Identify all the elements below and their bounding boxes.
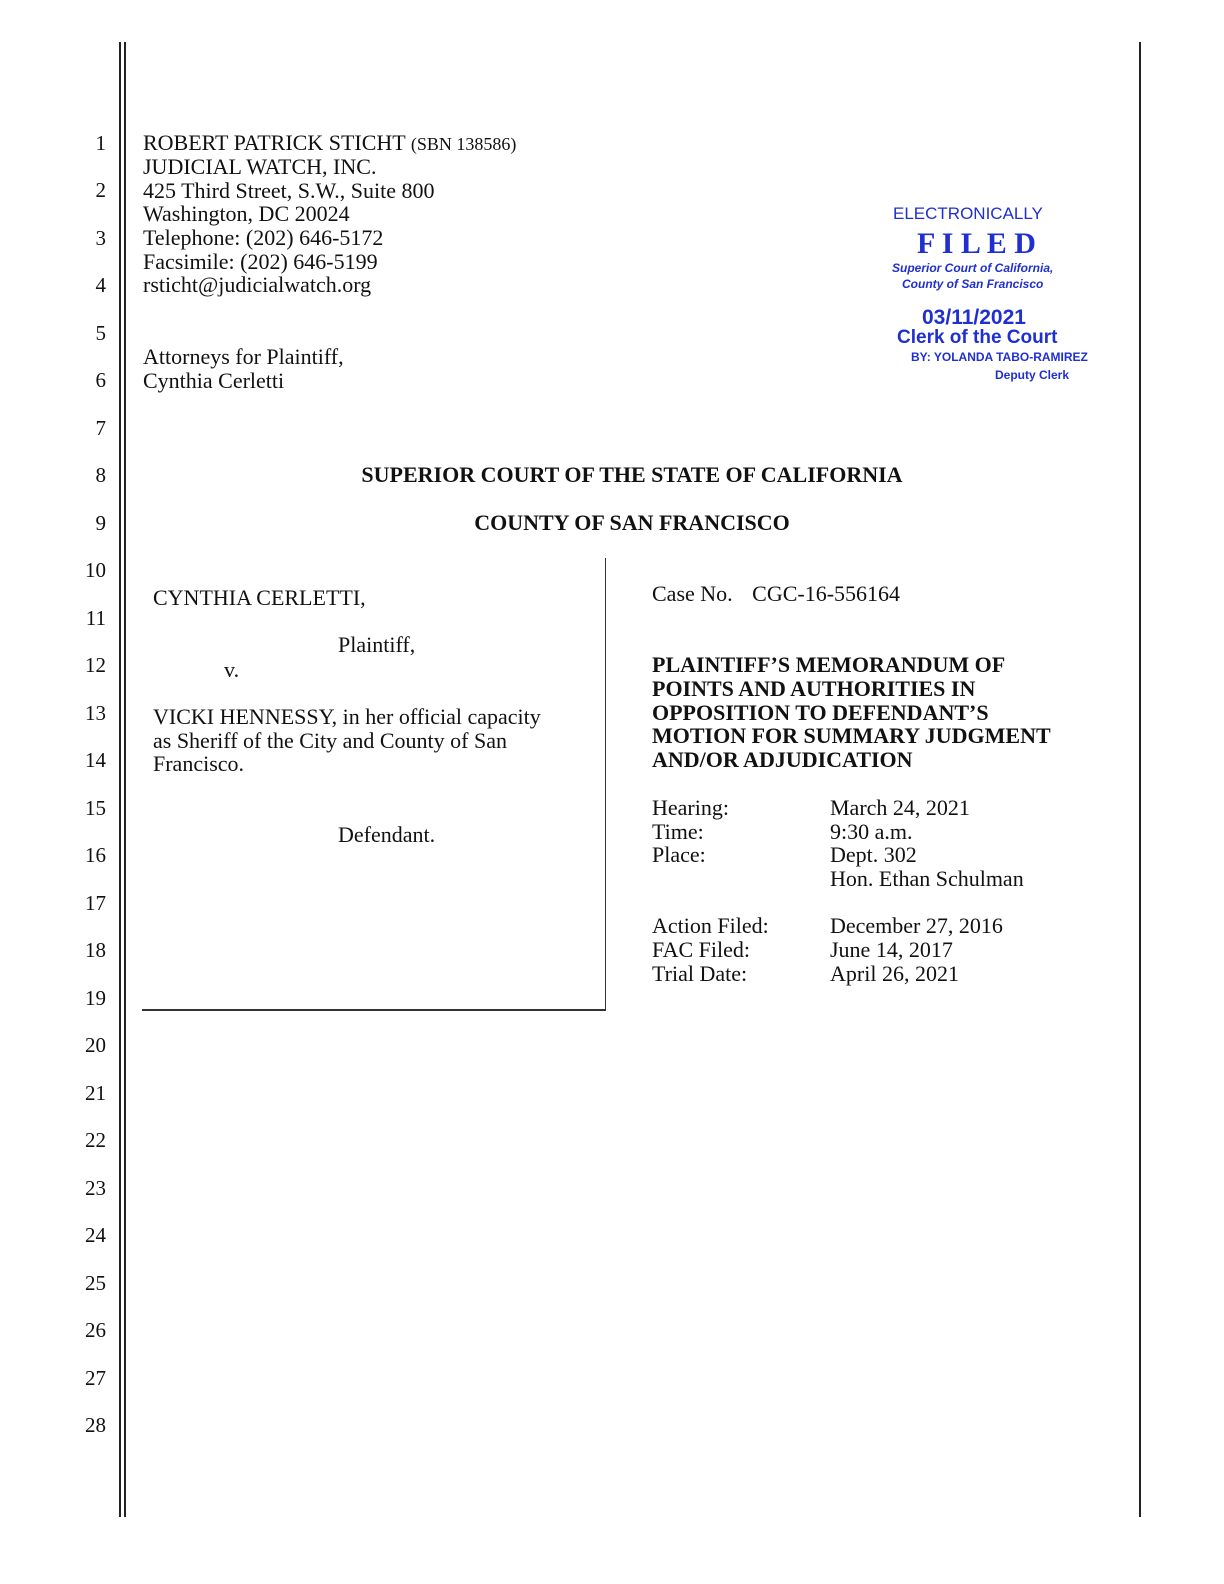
action-filed-date: December 27, 2016: [830, 913, 1003, 938]
case-number-label: Case No.: [652, 581, 733, 606]
address-line-2: Washington, DC 20024: [143, 201, 350, 226]
line-number: 16: [85, 843, 106, 867]
versus: v.: [224, 657, 240, 682]
defendant-line-3: Francisco.: [153, 751, 245, 776]
stamp-date: 03/11/2021: [922, 306, 1026, 329]
plaintiff-name: CYNTHIA CERLETTI,: [153, 585, 366, 610]
trial-date-label: Trial Date:: [652, 961, 748, 986]
time-label: Time:: [652, 819, 704, 844]
line-number: 20: [85, 1033, 106, 1057]
caption-bottom-rule: [142, 1009, 606, 1011]
fac-filed-label: FAC Filed:: [652, 937, 751, 962]
line-number: 1: [95, 131, 106, 155]
attorney-sbn: (SBN 138586): [410, 134, 517, 154]
left-margin-rule-inner: [124, 42, 126, 1517]
stamp-deputy: Deputy Clerk: [995, 368, 1070, 382]
attorney-name: ROBERT PATRICK STICHT: [143, 130, 406, 155]
stamp-court-line-1: Superior Court of California,: [892, 261, 1054, 275]
line-number: 10: [85, 558, 106, 582]
line-number: 24: [85, 1223, 106, 1247]
firm-name: JUDICIAL WATCH, INC.: [143, 154, 377, 179]
document-title-line: PLAINTIFF’S MEMORANDUM OF: [652, 652, 1006, 677]
line-number: 28: [85, 1413, 106, 1437]
action-filed-label: Action Filed:: [652, 913, 769, 938]
line-number: 3: [95, 226, 106, 250]
stamp-clerk: Clerk of the Court: [897, 327, 1058, 348]
left-margin-rule-outer: [119, 42, 121, 1517]
line-number: 15: [85, 796, 106, 820]
line-number: 4: [95, 273, 106, 297]
attorney-name-line: [143, 131, 516, 156]
place-label: Place:: [652, 842, 706, 867]
line-number: 8: [95, 463, 106, 487]
document-title-line: OPPOSITION TO DEFENDANT’S: [652, 700, 989, 725]
judge-name: Hon. Ethan Schulman: [830, 866, 1024, 891]
facsimile: Facsimile: (202) 646-5199: [143, 249, 378, 274]
court-county: COUNTY OF SAN FRANCISCO: [474, 510, 790, 535]
line-number: 7: [95, 416, 106, 440]
line-number: 27: [85, 1366, 106, 1390]
line-number: 6: [95, 368, 106, 392]
address-line-1: 425 Third Street, S.W., Suite 800: [143, 178, 435, 203]
line-number: 9: [95, 511, 106, 535]
hearing-time: 9:30 a.m.: [830, 819, 913, 844]
line-number: 13: [85, 701, 106, 725]
hearing-label: Hearing:: [652, 795, 729, 820]
line-number: 19: [85, 986, 106, 1010]
line-number: 26: [85, 1318, 106, 1342]
attorneys-for: Attorneys for Plaintiff,: [143, 344, 344, 369]
line-number: 22: [85, 1128, 106, 1152]
document-title-line: POINTS AND AUTHORITIES IN: [652, 676, 976, 701]
line-number: 14: [85, 748, 106, 772]
email: rsticht@judicialwatch.org: [143, 272, 372, 297]
defendant-line-1: VICKI HENNESSY, in her official capacity: [153, 704, 541, 729]
line-number: 17: [85, 891, 106, 915]
stamp-filed: F I L E D: [917, 227, 1036, 260]
document-title-line: AND/OR ADJUDICATION: [652, 747, 913, 772]
case-number-line: [652, 582, 900, 606]
client-name: Cynthia Cerletti: [143, 368, 285, 393]
document-title-line: MOTION FOR SUMMARY JUDGMENT: [652, 723, 1051, 748]
line-number: 11: [85, 606, 106, 630]
plaintiff-role: Plaintiff,: [338, 632, 416, 657]
case-number: CGC-16-556164: [752, 581, 901, 606]
stamp-electronically: ELECTRONICALLY: [893, 204, 1043, 223]
line-number: 25: [85, 1271, 106, 1295]
fac-filed-date: June 14, 2017: [830, 937, 953, 962]
telephone: Telephone: (202) 646-5172: [143, 225, 384, 250]
defendant-line-2: as Sheriff of the City and County of San: [153, 728, 507, 753]
hearing-date: March 24, 2021: [830, 795, 970, 820]
defendant-role: Defendant.: [338, 822, 436, 847]
line-number: 18: [85, 938, 106, 962]
line-number: 5: [95, 321, 106, 345]
line-number: 2: [95, 178, 106, 202]
stamp-court-line-2: County of San Francisco: [902, 277, 1044, 291]
stamp-by: BY: YOLANDA TABO-RAMIREZ: [911, 350, 1088, 364]
line-number: 21: [85, 1081, 106, 1105]
court-title: SUPERIOR COURT OF THE STATE OF CALIFORNIA: [361, 462, 903, 487]
line-number: 12: [85, 653, 106, 677]
line-number: 23: [85, 1176, 106, 1200]
hearing-place: Dept. 302: [830, 842, 917, 867]
right-margin-rule: [1139, 42, 1141, 1517]
caption-vertical-rule: [605, 558, 606, 1010]
trial-date: April 26, 2021: [830, 961, 959, 986]
